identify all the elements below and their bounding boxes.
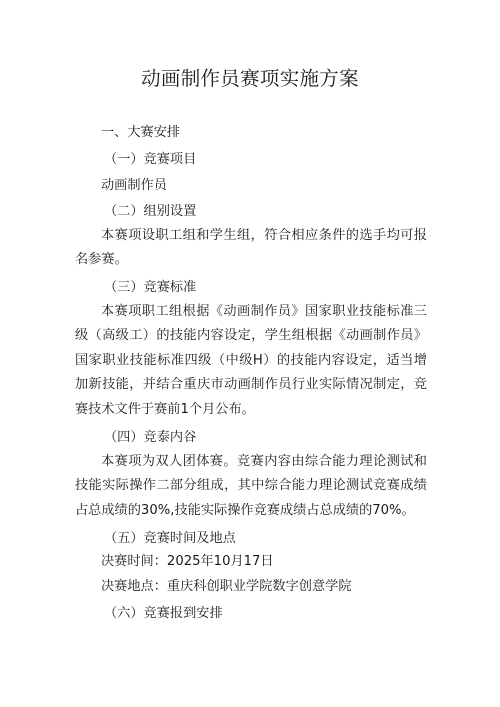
subheading-competition-item: （一）竞赛项目: [104, 152, 197, 167]
document-title: 动画制作员赛项实施方案: [141, 67, 359, 90]
section-heading-competition-arrangement: 一、大赛安排: [101, 125, 181, 140]
final-time-text: 决赛时间：2025年10月17日: [101, 554, 274, 569]
final-place-text: 决赛地点：重庆科创职业学院数字创意学院: [101, 579, 352, 594]
subheading-competition-standard: （三）竞赛标准: [104, 280, 197, 295]
competition-standard-paragraph: 本赛项职工组根据《动画制作员》国家职业技能标准三级（高级工）的技能内容设定，学生组根据《动画制作员》国家职业技能标准四级（中级H）的技能内容设定，适当增加新技能，并结合重庆市动画制作员行业实际情况制定，竞赛技术文件于赛前1个月公布。: [75, 304, 427, 417]
competition-content-paragraph: 本赛项为双人团体赛。竞赛内容由综合能力理论测试和技能实际操作二部分组成，其中综合能力理论测试竞赛成绩占总成绩的30%,技能实际操作竞赛成绩占总成绩的70%。: [75, 454, 427, 518]
subheading-time-and-place: （五）竞赛时间及地点: [104, 531, 236, 546]
competition-item-text: 动画制作员: [101, 178, 167, 193]
subheading-competition-content: （四）竞泰内谷: [104, 430, 197, 445]
group-setting-paragraph: 本赛项设职工组和学生组，符合相应条件的选手均可报名参赛。: [75, 228, 427, 268]
subheading-registration-arrangement: （六）竞赛报到安排: [104, 606, 223, 621]
subheading-group-setting: （二）组别设置: [104, 204, 197, 219]
